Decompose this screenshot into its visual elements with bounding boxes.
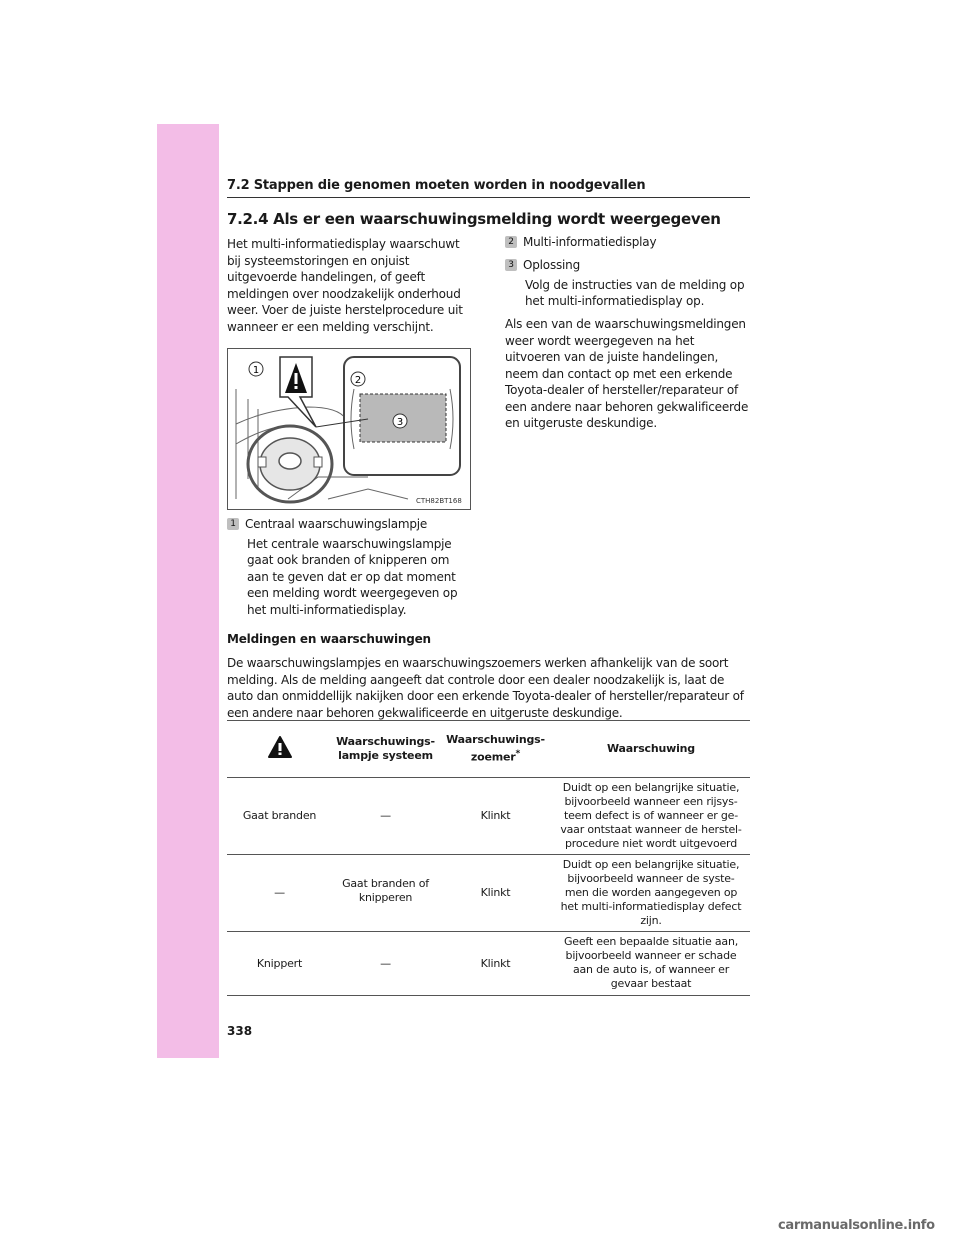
- callout-2: 2: [354, 375, 362, 386]
- table-header-row: [227, 721, 750, 778]
- item-1-label: Centraal waarschuwingslampje: [245, 517, 428, 531]
- header-warning-icon: [227, 721, 332, 778]
- cell: Gaat branden of knipperen: [332, 855, 439, 932]
- item-2-label: Multi-informatiedisplay: [523, 235, 657, 249]
- item-2: [505, 234, 753, 251]
- section-header: 7.2 Stappen die genomen moeten worden in noodgevallen: [227, 178, 750, 198]
- callout-1: 1: [252, 365, 260, 376]
- cell: Klinkt: [439, 855, 552, 932]
- item-3: [505, 257, 753, 310]
- item-2-badge: 2: [505, 236, 517, 248]
- page-title: 7.2.4 Als er een waarschuwingsmelding wordt weergegeven: [227, 210, 721, 228]
- warning-table: [227, 720, 750, 996]
- cell: Knippert: [227, 932, 332, 996]
- dashboard-illustration: [228, 349, 470, 509]
- item-3-badge: 3: [505, 259, 517, 271]
- watermark: carmanualsonline.info: [778, 1218, 935, 1233]
- item-3-label: Oplossing: [523, 258, 580, 272]
- cell: Gaat branden: [227, 778, 332, 855]
- cell: Duidt op een belangrijke situatie, bijvoorbeeld wanneer een rijsys-teem defect is of wanneer er ge-vaar ontstaat wanneer de herstel-procedure niet wordt uitgevoerd: [552, 778, 750, 855]
- page-number: 338: [227, 1024, 253, 1038]
- steering-wheel: [248, 426, 332, 502]
- header-buzzer: [439, 721, 552, 778]
- cell: Klinkt: [439, 932, 552, 996]
- table-row: [227, 932, 750, 996]
- item-1-desc: Het centrale waarschuwingslampje gaat ook branden of knipperen om aan te geven dat er op dat moment een melding wordt weergegeven op het multi-informatiedisplay.: [247, 536, 458, 617]
- intro-paragraph: Het multi-informatiedisplay waarschuwt bij systeemstoringen en onjuist uitgevoerde handelingen, of geeft meldingen over noodzakelijk onderhoud weer. Voer de juiste herstelprocedure uit wanneer er een melding verschijnt.: [227, 237, 463, 334]
- table-row: [227, 778, 750, 855]
- figure-code: CTH82BT168: [416, 497, 462, 505]
- item-3-desc: Volg de instructies van de melding op het multi-informatiedisplay op.: [525, 277, 745, 308]
- item-1: [227, 516, 471, 618]
- header-buzzer-label: Waarschuwings-zoemer: [446, 733, 545, 764]
- cell: —: [332, 778, 439, 855]
- messages-heading: Meldingen en waarschuwingen: [227, 632, 431, 646]
- warning-triangle-icon: [267, 735, 293, 759]
- callout-3: 3: [396, 417, 404, 428]
- cell: —: [332, 932, 439, 996]
- cell: Klinkt: [439, 778, 552, 855]
- header-warning: Waarschuwing: [552, 721, 750, 778]
- cell: Geeft een bepaalde situatie aan, bijvoorbeeld wanneer er schade aan de auto is, of wanneer er gevaar bestaat: [552, 932, 750, 996]
- warning-callout: [280, 357, 316, 427]
- item-1-badge: 1: [227, 518, 239, 530]
- dashboard-figure: [227, 348, 471, 510]
- messages-paragraph: De waarschuwingslampjes en waarschuwingszoemers werken afhankelijk van de soort melding. Als de melding aangeeft dat controle door een dealer noodzakelijk is, laat de auto dan onmiddellijk nakijken door een erkende Toyota-dealer of hersteller/reparateur of een andere naar behoren gekwalificeerde en uitgeruste deskundige.: [227, 656, 744, 720]
- header-buzzer-note: *: [515, 748, 521, 760]
- chapter-tab-bar: [157, 124, 219, 1058]
- cell: Duidt op een belangrijke situatie, bijvoorbeeld wanneer de syste-men die worden aangegeven op het multi-informatiedisplay defect zijn.: [552, 855, 750, 932]
- table-row: [227, 855, 750, 932]
- header-lamp: Waarschuwings-lampje systeem: [332, 721, 439, 778]
- cell: —: [227, 855, 332, 932]
- right-paragraph: Als een van de waarschuwingsmeldingen weer wordt weergegeven na het uitvoeren van de juiste handelingen, neem dan contact op met een erkende Toyota-dealer of hersteller/reparateur of een andere naar behoren gekwalificeerde en uitgeruste deskundige.: [505, 317, 749, 430]
